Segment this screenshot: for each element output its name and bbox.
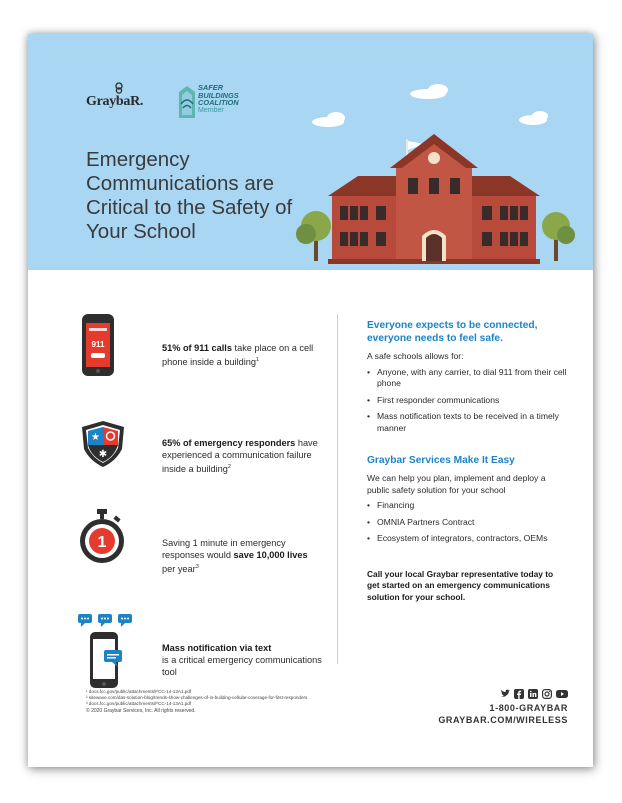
graybar-logo-mark (114, 82, 124, 94)
footnotes (86, 689, 386, 714)
coalition-line-1: SAFER (198, 83, 224, 92)
youtube-icon[interactable] (556, 689, 568, 699)
phone-number[interactable]: 1-800-GRAYBAR (489, 703, 568, 713)
stat-highlight: save 10,000 lives (233, 550, 308, 560)
call-to-action: Call your local Graybar representative today to get started on an emergency communications solution for your school. (367, 568, 554, 602)
footnote-ref: 1 (256, 357, 260, 363)
copyright: © 2020 Graybar Services, Inc. All rights reserved. (86, 708, 196, 714)
safe-schools-intro: A safe schools allows for: (367, 351, 464, 361)
stat-highlight: Mass notification via text (162, 643, 272, 653)
stat-911-calls (78, 314, 318, 384)
instagram-icon[interactable] (542, 689, 552, 699)
social-links (426, 689, 568, 699)
stopwatch-icon (78, 509, 126, 565)
list-item: • Ecosystem of integrators, contractors, OEMs (367, 533, 567, 545)
coalition-line-2: BUILDINGS (198, 90, 239, 100)
phone-911-label: 911 (91, 340, 105, 349)
stat-body: take place on a cell phone inside a building (162, 343, 314, 368)
phone-911-icon (78, 314, 118, 376)
services-list (367, 500, 567, 545)
footnote-2: ² sitewave.com/das-solution-blog/trends-show-challenges-of-in-building-cellular-coverage-for-first-responders (86, 695, 308, 700)
graybar-logo: GraybaR. (86, 94, 144, 109)
column-divider (337, 314, 338, 664)
stat-save-lives (78, 509, 318, 579)
website-link[interactable]: GRAYBAR.COM/WIRELESS (438, 715, 568, 725)
connected-heading: Everyone expects to be connected, everyone needs to feel safe. (367, 320, 538, 344)
header-banner (28, 34, 593, 270)
linkedin-icon[interactable] (528, 689, 538, 699)
stopwatch-number: 1 (97, 534, 107, 551)
stat-intro: Saving 1 minute in emergency responses would (162, 538, 286, 560)
list-item: • OMNIA Partners Contract (367, 517, 567, 529)
coalition-member-label: Member (198, 106, 224, 114)
svg-text:✱: ✱ (98, 449, 108, 460)
flyer-page (28, 34, 593, 767)
stat-body: is a critical emergency communications tool (162, 655, 322, 677)
services-heading: Graybar Services Make It Easy (367, 455, 515, 466)
coalition-building-icon (176, 82, 198, 120)
services-intro: We can help you plan, implement and deploy a public safety solution for your school (367, 473, 546, 495)
coalition-wordmark (198, 84, 239, 114)
stat-highlight: 65% of emergency responders (162, 438, 296, 448)
list-item: • Mass notification texts to be received in a timely manner (367, 411, 567, 434)
list-item: • Anyone, with any carrier, to dial 911 from their cell phone (367, 367, 567, 390)
first-responder-shield-icon (78, 419, 128, 469)
phone-messages-icon (78, 614, 134, 692)
stat-text (162, 642, 322, 678)
info-column (367, 319, 567, 611)
svg-text:★: ★ (91, 432, 100, 443)
footnote-1: ¹ docs.fcc.gov/public/attachments/FCC-14-13A1.pdf (86, 689, 192, 694)
stat-highlight: 51% of 911 calls (162, 343, 232, 353)
contact-block (426, 689, 568, 726)
page-title: Emergency Communications are Critical to the Safety of Your School (86, 147, 293, 243)
stat-text (162, 437, 322, 475)
footnote-ref: 2 (227, 464, 231, 470)
facebook-icon[interactable] (514, 689, 524, 699)
stat-text (162, 537, 322, 575)
stat-mass-notification (78, 614, 322, 694)
stat-body: have experienced a communication failure inside a building (162, 438, 318, 475)
footnote-3: ³ docs.fcc.gov/public/attachments/FCC-14-13A1.pdf (86, 701, 192, 706)
stat-emergency-responders (78, 419, 318, 489)
list-item: • First responder communications (367, 395, 567, 407)
stat-text (162, 342, 322, 368)
stat-body: per year (162, 564, 196, 575)
school-building-illustration (284, 114, 584, 264)
safer-buildings-coalition-logo (176, 82, 258, 122)
safe-schools-list (367, 367, 567, 435)
footnote-ref: 3 (195, 564, 199, 570)
twitter-icon[interactable] (500, 689, 510, 699)
list-item: • Financing (367, 500, 567, 512)
coalition-line-3: COALITION (198, 98, 239, 108)
